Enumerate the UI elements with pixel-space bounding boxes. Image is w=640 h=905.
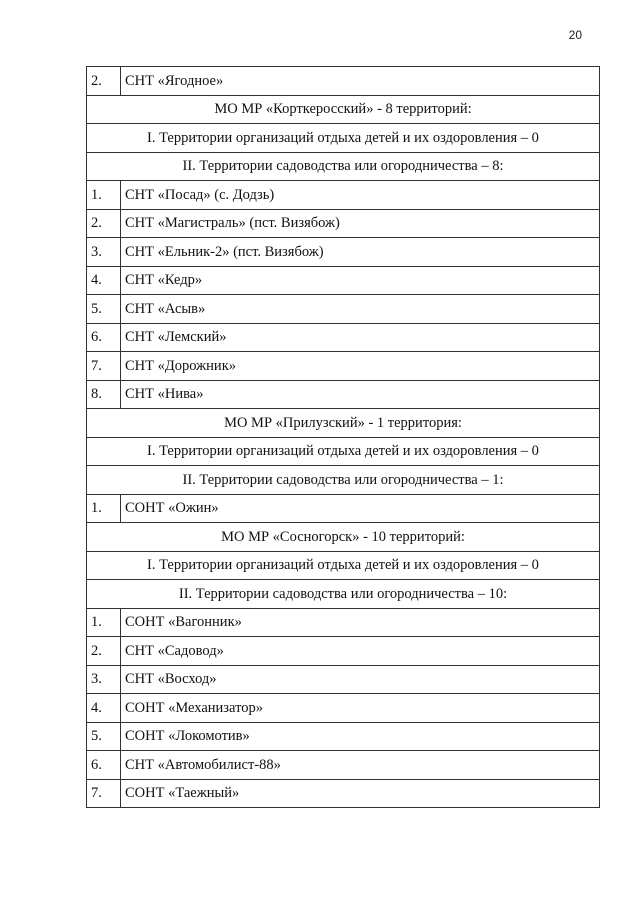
territory-name: СНТ «Кедр» (121, 266, 600, 295)
row-number: 4. (87, 266, 121, 295)
territory-name: СОНТ «Локомотив» (121, 722, 600, 751)
row-number: 7. (87, 352, 121, 381)
section-header-row (87, 580, 600, 609)
territory-name: СНТ «Ягодное» (121, 67, 600, 96)
territory-name: СНТ «Магистраль» (пст. Визябож) (121, 209, 600, 238)
section-header-row (87, 466, 600, 495)
section-header-row (87, 523, 600, 552)
table-row (87, 209, 600, 238)
row-number: 5. (87, 295, 121, 324)
section-header: МО МР «Сосногорск» - 10 территорий: (87, 523, 600, 552)
table-row (87, 751, 600, 780)
section-header-row (87, 152, 600, 181)
section-header-row (87, 95, 600, 124)
row-number: 3. (87, 238, 121, 267)
territory-name: СНТ «Садовод» (121, 637, 600, 666)
table-row (87, 352, 600, 381)
section-header: I. Территории организаций отдыха детей и их оздоровления – 0 (87, 437, 600, 466)
table-row (87, 608, 600, 637)
row-number: 1. (87, 181, 121, 210)
section-header: II. Территории садоводства или огородничества – 10: (87, 580, 600, 609)
table-row (87, 779, 600, 808)
row-number: 4. (87, 694, 121, 723)
row-number: 2. (87, 209, 121, 238)
territory-name: СОНТ «Механизатор» (121, 694, 600, 723)
territory-name: СНТ «Автомобилист-88» (121, 751, 600, 780)
section-header-row (87, 409, 600, 438)
section-header: I. Территории организаций отдыха детей и их оздоровления – 0 (87, 551, 600, 580)
section-header-row (87, 437, 600, 466)
page-number: 20 (568, 28, 582, 42)
section-header: I. Территории организаций отдыха детей и их оздоровления – 0 (87, 124, 600, 153)
section-header: II. Территории садоводства или огородничества – 8: (87, 152, 600, 181)
table-body (87, 67, 600, 808)
table-row (87, 637, 600, 666)
table-row (87, 323, 600, 352)
table-row (87, 665, 600, 694)
section-header: МО МР «Корткеросский» - 8 территорий: (87, 95, 600, 124)
table-row (87, 722, 600, 751)
table-row (87, 67, 600, 96)
territory-name: СНТ «Лемский» (121, 323, 600, 352)
territory-name: СНТ «Дорожник» (121, 352, 600, 381)
row-number: 7. (87, 779, 121, 808)
section-header-row (87, 124, 600, 153)
table-row (87, 266, 600, 295)
territory-name: СОНТ «Ожин» (121, 494, 600, 523)
row-number: 2. (87, 637, 121, 666)
section-header: МО МР «Прилузский» - 1 территория: (87, 409, 600, 438)
territory-name: СНТ «Посад» (с. Додзь) (121, 181, 600, 210)
table-row (87, 238, 600, 267)
territory-name: СНТ «Восход» (121, 665, 600, 694)
table-row (87, 295, 600, 324)
row-number: 3. (87, 665, 121, 694)
territory-name: СОНТ «Вагонник» (121, 608, 600, 637)
row-number: 8. (87, 380, 121, 409)
table-row (87, 694, 600, 723)
territories-table (86, 66, 600, 808)
section-header: II. Территории садоводства или огородничества – 1: (87, 466, 600, 495)
table-row (87, 181, 600, 210)
territory-name: СНТ «Асыв» (121, 295, 600, 324)
territory-name: СОНТ «Таежный» (121, 779, 600, 808)
table-row (87, 380, 600, 409)
territory-name: СНТ «Нива» (121, 380, 600, 409)
territory-name: СНТ «Ельник-2» (пст. Визябож) (121, 238, 600, 267)
row-number: 1. (87, 608, 121, 637)
table-row (87, 494, 600, 523)
section-header-row (87, 551, 600, 580)
row-number: 6. (87, 751, 121, 780)
row-number: 2. (87, 67, 121, 96)
row-number: 5. (87, 722, 121, 751)
row-number: 1. (87, 494, 121, 523)
row-number: 6. (87, 323, 121, 352)
